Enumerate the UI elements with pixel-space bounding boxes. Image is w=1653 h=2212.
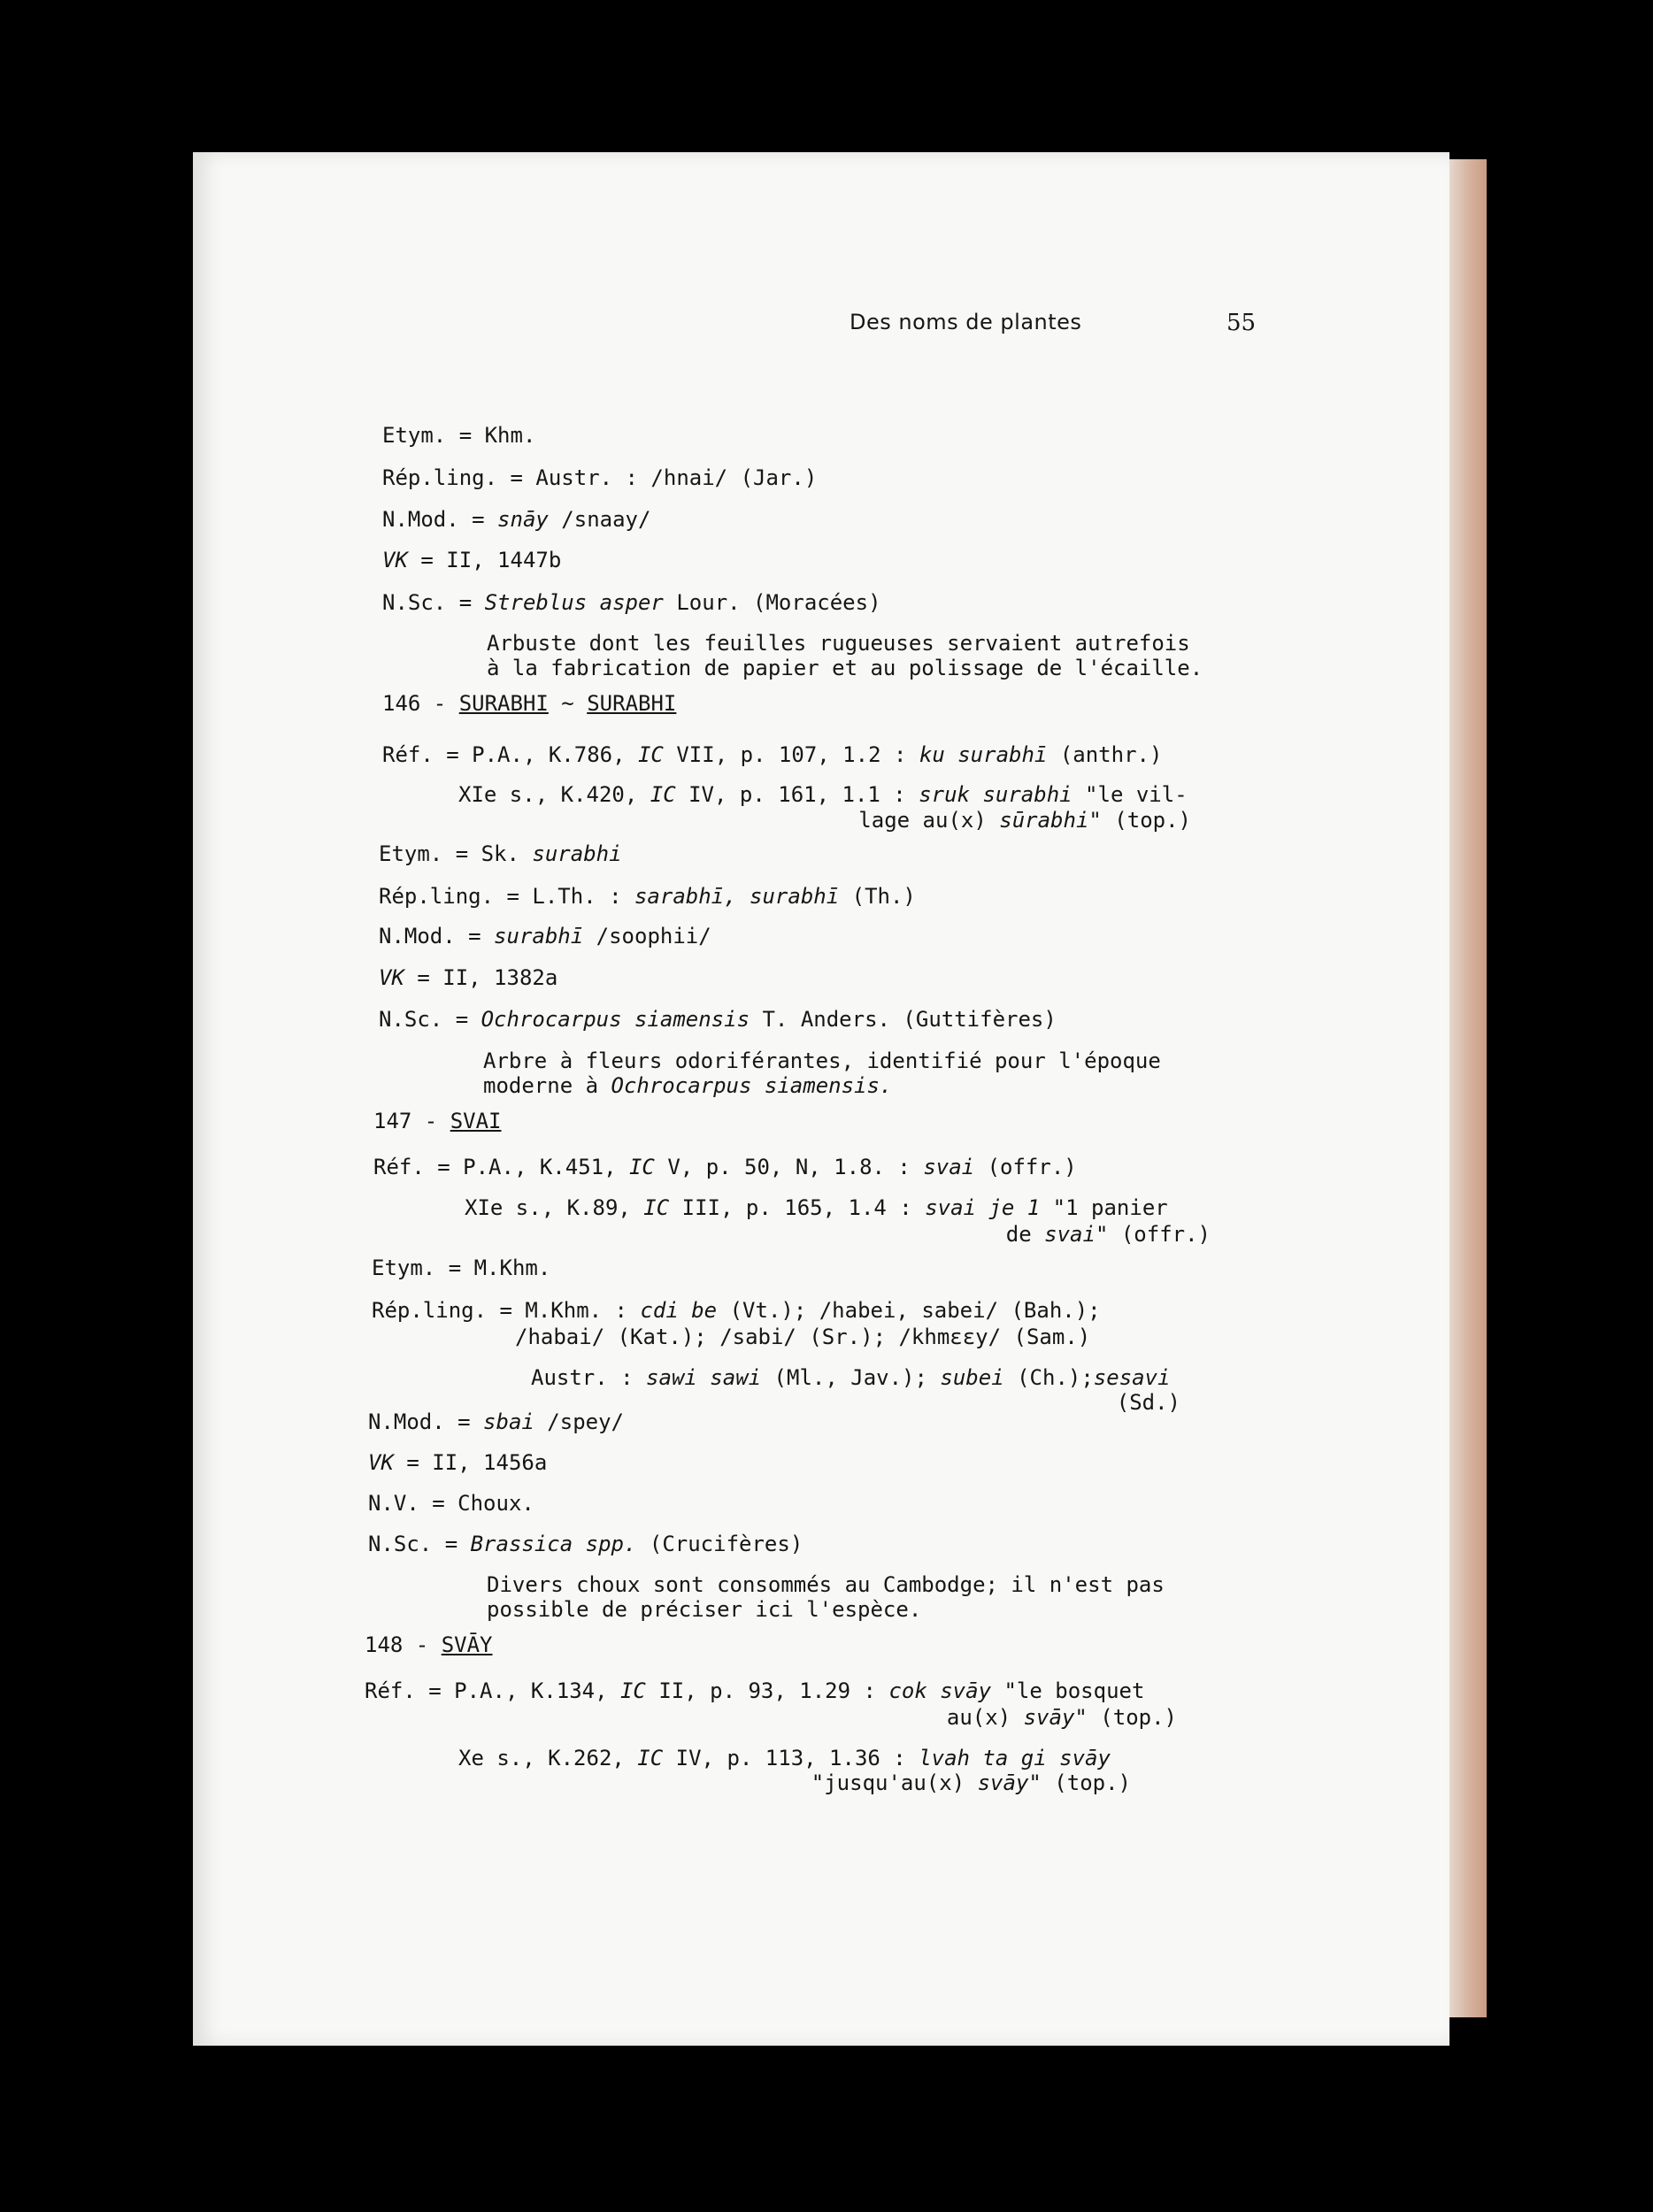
entry-term: SVAI — [450, 1109, 502, 1133]
italic-term: IC — [650, 782, 676, 807]
entry-term: SURABHI — [587, 691, 677, 716]
italic-term: sūrabhi — [999, 808, 1089, 833]
text-line: VK = II, 1456a — [368, 1450, 548, 1475]
running-header: Des noms de plantes — [850, 310, 1082, 334]
entry-heading: 148 - SVĀY — [365, 1632, 493, 1657]
text-line: XIe s., K.420, IC IV, p. 161, 1.1 : sruk surabhi "le vil- — [458, 782, 1188, 807]
text-line: N.Mod. = snāy /snaay/ — [382, 507, 651, 532]
italic-term: sawi sawi — [646, 1365, 762, 1390]
italic-term: surabhi — [532, 841, 622, 866]
text-line: Divers choux sont consommés au Cambodge; il n'est pas — [487, 1572, 1165, 1597]
text-line: Arbuste dont les feuilles rugueuses servaient autrefois — [487, 631, 1190, 656]
italic-term: Ochrocarpus siamensis. — [611, 1073, 893, 1098]
text-line: Etym. = M.Khm. — [372, 1256, 551, 1280]
italic-term: ku surabhī — [919, 742, 1048, 767]
text-line: VK = II, 1382a — [379, 965, 558, 990]
text-line: à la fabrication de papier et au polissage de l'écaille. — [487, 656, 1203, 680]
text-line: Rép.ling. = Austr. : /hnai/ (Jar.) — [382, 465, 818, 490]
italic-term: Brassica spp. — [470, 1532, 637, 1556]
text-line: Etym. = Khm. — [382, 423, 536, 448]
italic-term: VK — [382, 548, 408, 572]
italic-term: IC — [643, 1195, 670, 1220]
italic-term: VK — [379, 965, 404, 990]
text-line: N.Mod. = surabhī /soophii/ — [379, 924, 711, 949]
italic-term: IC — [619, 1678, 646, 1703]
text-line: "jusqu'au(x) svāy" (top.) — [811, 1770, 1131, 1795]
text-line: Xe s., K.262, IC IV, p. 113, 1.36 : lvah ta gi svāy — [458, 1746, 1111, 1770]
italic-term: VK — [368, 1450, 394, 1475]
italic-term: IC — [637, 1746, 664, 1770]
italic-term: IC — [637, 742, 664, 767]
text-line: Réf. = P.A., K.786, IC VII, p. 107, 1.2 : ku surabhī (anthr.) — [382, 742, 1163, 767]
entry-term: SVĀY — [441, 1632, 493, 1657]
text-line: /habai/ (Kat.); /sabi/ (Sr.); /khmɛɛy/ (Sam.) — [515, 1325, 1091, 1349]
italic-term: sesavi — [1093, 1365, 1171, 1390]
text-line: XIe s., K.89, IC III, p. 165, 1.4 : svai je 1 "1 panier — [465, 1195, 1168, 1220]
italic-term: sruk surabhi — [919, 782, 1073, 807]
text-line: Austr. : sawi sawi (Ml., Jav.); subei (Ch.);sesavi — [531, 1365, 1171, 1390]
text-line: N.Sc. = Brassica spp. (Crucifères) — [368, 1532, 803, 1556]
text-line: Etym. = Sk. surabhi — [379, 841, 622, 866]
italic-term: svai je 1 — [925, 1195, 1041, 1220]
text-line: Arbre à fleurs odoriférantes, identifié pour l'époque — [483, 1048, 1161, 1073]
text-line: N.Sc. = Ochrocarpus siamensis T. Anders. (Guttifères) — [379, 1007, 1057, 1032]
text-line: possible de préciser ici l'espèce. — [487, 1597, 922, 1622]
italic-term: snāy — [497, 507, 549, 532]
italic-term: IC — [628, 1155, 655, 1179]
text-line: N.V. = Choux. — [368, 1491, 534, 1516]
italic-term: cok svāy — [888, 1678, 992, 1703]
italic-term: svāy — [1023, 1705, 1075, 1730]
entry-heading: 147 - SVAI — [373, 1109, 502, 1133]
text-line: moderne à Ochrocarpus siamensis. — [483, 1073, 893, 1098]
italic-term: sbai — [483, 1409, 534, 1434]
italic-term: lvah ta gi svāy — [919, 1746, 1111, 1770]
italic-term: subei — [940, 1365, 1004, 1390]
text-line: Rép.ling. = M.Khm. : cdi be (Vt.); /habei, sabei/ (Bah.); — [372, 1298, 1101, 1323]
text-line: N.Sc. = Streblus asper Lour. (Moracées) — [382, 590, 881, 615]
italic-term: Ochrocarpus siamensis — [481, 1007, 750, 1032]
text-line: Réf. = P.A., K.134, IC II, p. 93, 1.29 : cok svāy "le bosquet — [365, 1678, 1145, 1703]
entry-heading: 146 - SURABHI ~ SURABHI — [382, 691, 677, 716]
page-number: 55 — [1226, 310, 1257, 336]
italic-term: surabhī — [494, 924, 584, 949]
text-line: VK = II, 1447b — [382, 548, 562, 572]
text-line: Rép.ling. = L.Th. : sarabhī, surabhī (Th.) — [379, 884, 916, 909]
text-line: (Sd.) — [1116, 1390, 1180, 1415]
entry-term: SURABHI — [458, 691, 549, 716]
italic-term: svai — [923, 1155, 975, 1179]
italic-term: svāy — [977, 1770, 1029, 1795]
italic-term: cdi be — [640, 1298, 718, 1323]
text-line: de svai" (offr.) — [1005, 1222, 1211, 1247]
text-line: N.Mod. = sbai /spey/ — [368, 1409, 624, 1434]
text-line: Réf. = P.A., K.451, IC V, p. 50, N, 1.8. : svai (offr.) — [373, 1155, 1077, 1179]
text-line: au(x) svāy" (top.) — [946, 1705, 1177, 1730]
text-line: lage au(x) sūrabhi" (top.) — [858, 808, 1191, 833]
italic-term: sarabhī, surabhī — [634, 884, 840, 909]
italic-term: svai — [1044, 1222, 1096, 1247]
italic-term: Streblus asper — [484, 590, 664, 615]
